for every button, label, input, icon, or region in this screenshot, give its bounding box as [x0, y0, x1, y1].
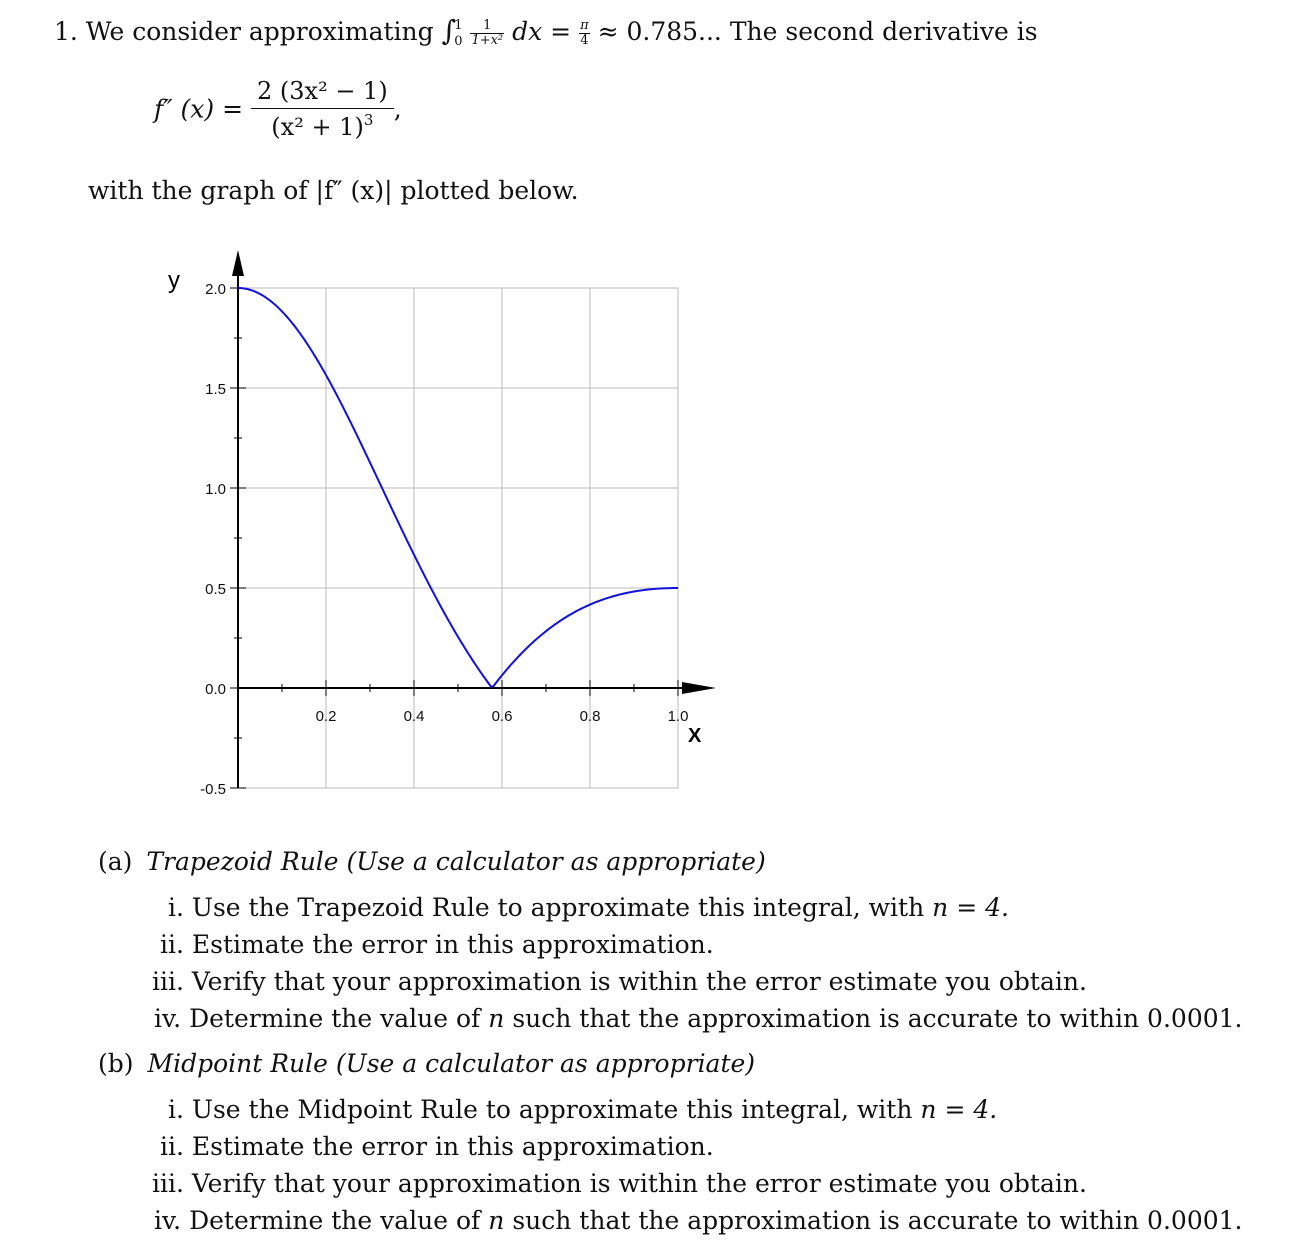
y-axis-label: y — [168, 267, 180, 294]
item-math: n = 4. — [932, 893, 1009, 922]
fpp-den-power: 3 — [363, 111, 374, 129]
x-tick-label: 0.2 — [315, 708, 337, 725]
item-text: Use the Trapezoid Rule to approximate this integral, with — [191, 893, 925, 922]
item-tail: such that the approximation is accurate to within 0.0001. — [512, 1206, 1243, 1235]
x-tick-label: 0.4 — [403, 708, 425, 725]
part-a-title: Trapezoid Rule (Use a calculator as appropriate) — [146, 847, 766, 876]
fpp-comma: , — [393, 94, 402, 124]
part-b-item-2 — [160, 1132, 714, 1161]
part-b-item-1 — [168, 1095, 997, 1124]
integrand-denominator: 1+x² — [471, 33, 504, 48]
fpp-numerator: 2 (3x² − 1) — [251, 76, 394, 109]
integral-dx: dx — [512, 17, 543, 46]
y-tick-label: -0.5 — [200, 781, 226, 798]
x-tick-label: 0.6 — [491, 708, 513, 725]
chart-ticks — [230, 288, 678, 788]
part-a-item-3 — [152, 967, 1087, 996]
problem-intro-line — [54, 14, 1038, 49]
y-tick-label: 2.0 — [205, 281, 226, 298]
pi-denominator: 4 — [580, 33, 589, 48]
graph-sentence: with the graph of |f″ (x)| plotted below. — [88, 176, 579, 205]
approx-value: ≈ 0.785... — [597, 17, 722, 46]
item-text: Determine the value of — [189, 1004, 481, 1033]
part-a-item-2 — [160, 930, 714, 959]
intro-tail: The second derivative is — [729, 17, 1038, 46]
second-derivative-formula — [154, 76, 402, 142]
part-b-label: (b) — [98, 1049, 134, 1078]
item-number: ii. — [160, 1132, 184, 1161]
integral-upper-limit: 1 — [454, 17, 463, 33]
y-tick-label: 0.5 — [205, 581, 226, 598]
part-a-heading — [98, 847, 766, 876]
chart-labels — [200, 281, 688, 798]
fpp-lhs: f″ (x) = — [154, 94, 244, 124]
part-b-title: Midpoint Rule (Use a calculator as appropriate) — [147, 1049, 756, 1078]
item-math: n = 4. — [920, 1095, 998, 1124]
integral-lower-limit: 0 — [454, 33, 463, 49]
item-number: iii. — [152, 967, 184, 996]
y-tick-label: 1.5 — [205, 381, 226, 398]
pi-over-four — [579, 19, 590, 47]
item-tail: such that the approximation is accurate to within 0.0001. — [512, 1004, 1243, 1033]
item-text: Estimate the error in this approximation. — [191, 930, 714, 959]
second-derivative-chart — [150, 240, 750, 810]
y-tick-label: 1.0 — [205, 481, 226, 498]
integral-expression: ∫ 1 0 $\frac{1}{\text{1+x²}}$ dx = $\frac{\pi}{4}$ ≈ 0.785... — [441, 14, 722, 49]
fpp-denominator: (x² + 1) — [271, 113, 364, 141]
chart-curve — [238, 288, 678, 687]
item-number: iv. — [154, 1206, 182, 1235]
x-axis-label: X — [688, 725, 702, 747]
item-number: iii. — [152, 1169, 184, 1198]
plot-frame — [238, 288, 678, 788]
item-number: i. — [168, 1095, 184, 1124]
part-a-item-1 — [168, 893, 1009, 922]
item-number: iv. — [154, 1004, 182, 1033]
item-math: n — [488, 1206, 505, 1235]
item-math: n — [488, 1004, 505, 1033]
problem-intro: We consider approximating — [85, 17, 434, 46]
pi-numerator: π — [580, 18, 589, 34]
part-b-item-4 — [154, 1206, 1242, 1235]
x-tick-label: 1.0 — [667, 708, 689, 725]
x-axis-arrow — [682, 682, 716, 694]
part-b-heading — [98, 1049, 755, 1078]
problem-number: 1. — [54, 17, 78, 46]
integrand-numerator: 1 — [470, 19, 504, 34]
item-text: Estimate the error in this approximation. — [191, 1132, 714, 1161]
part-b-item-3 — [152, 1169, 1087, 1198]
y-tick-label: 0.0 — [205, 681, 226, 698]
chart-axes — [232, 250, 716, 788]
item-number: i. — [168, 893, 184, 922]
part-a-item-4 — [154, 1004, 1242, 1033]
chart-grid — [238, 288, 678, 788]
item-text: Verify that your approximation is within the error estimate you obtain. — [191, 967, 1087, 996]
item-text: Verify that your approximation is within the error estimate you obtain. — [191, 1169, 1087, 1198]
integrand-fraction — [470, 19, 504, 47]
fpp-fraction — [251, 76, 394, 142]
item-number: ii. — [160, 930, 184, 959]
part-a-label: (a) — [98, 847, 133, 876]
y-axis-arrow — [232, 250, 244, 276]
item-text: Use the Midpoint Rule to approximate this integral, with — [191, 1095, 913, 1124]
item-text: Determine the value of — [189, 1206, 481, 1235]
x-tick-label: 0.8 — [579, 708, 601, 725]
integral-equals: = — [550, 17, 572, 46]
